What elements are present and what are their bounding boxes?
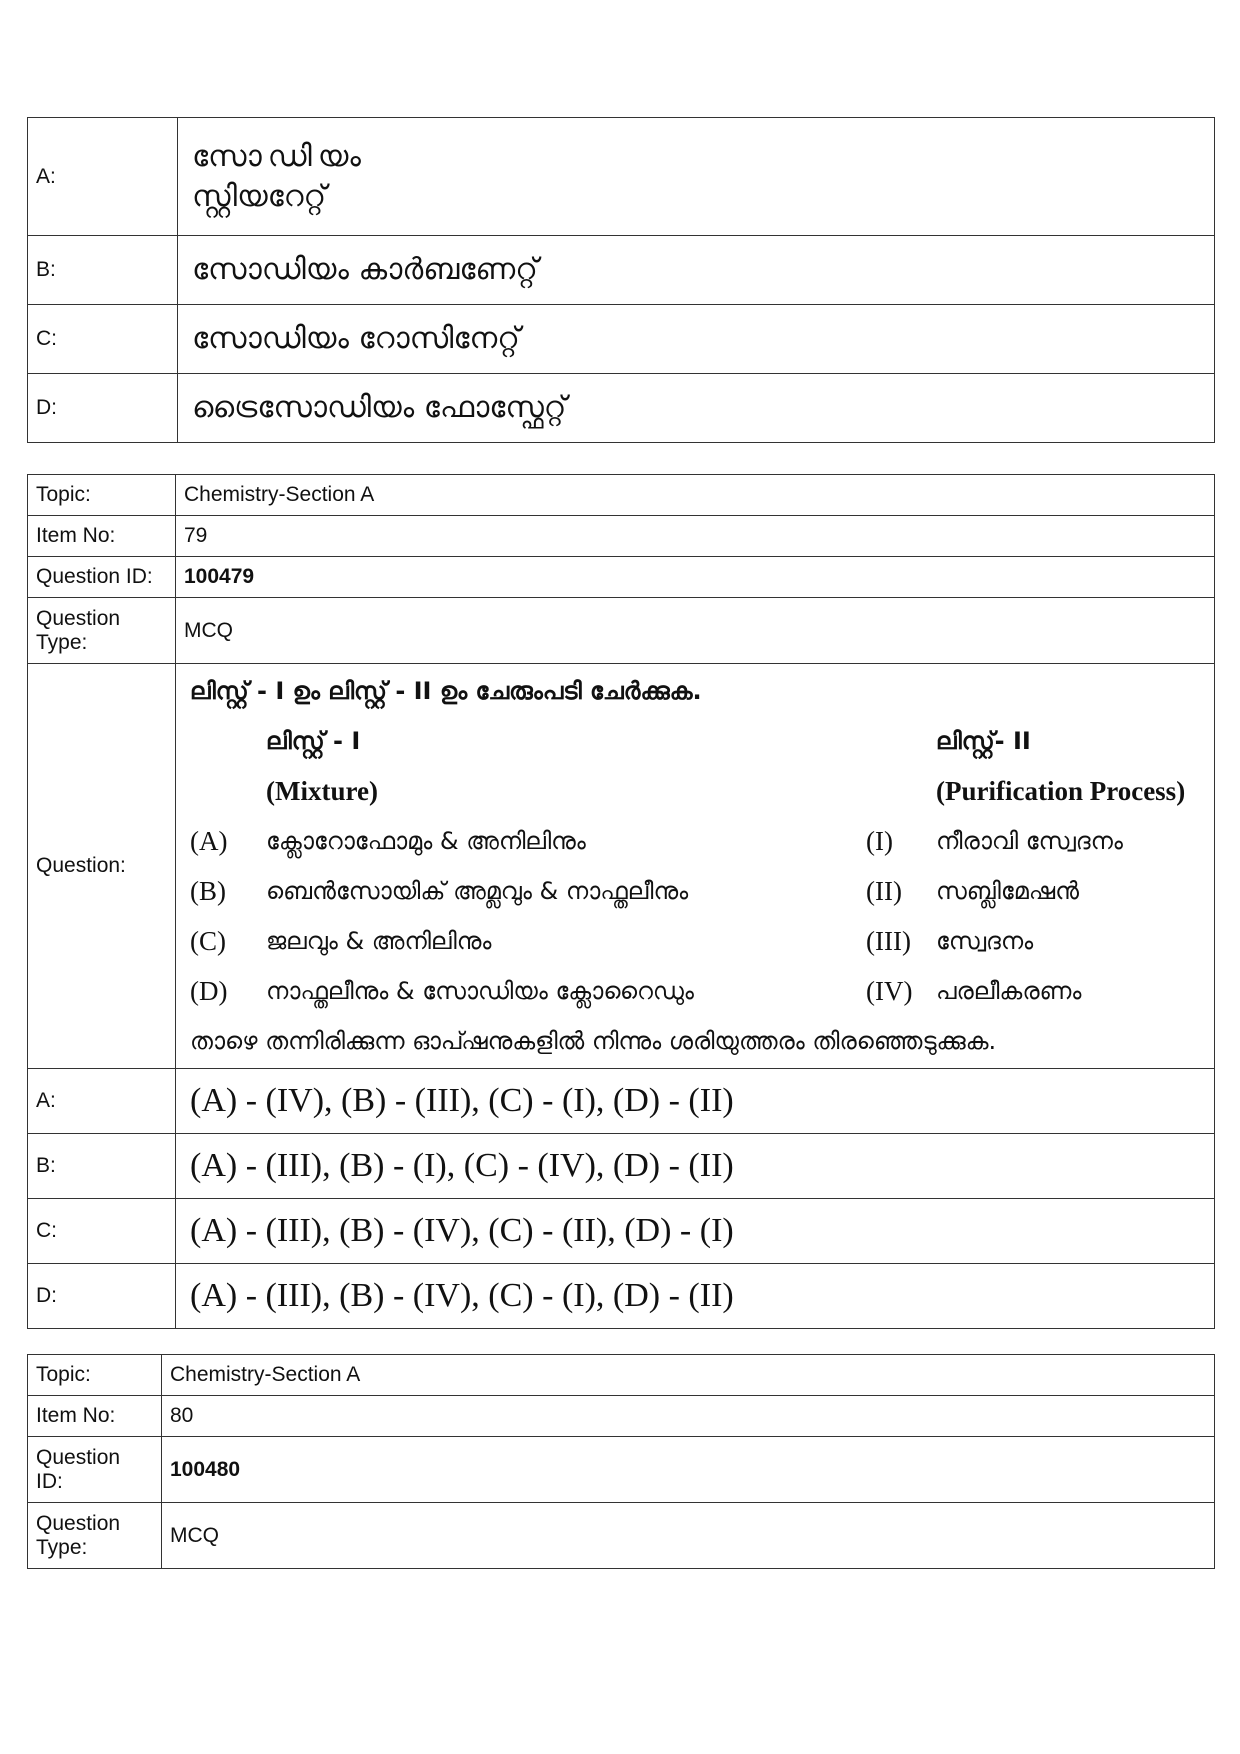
topic-label: Topic: [28, 1355, 162, 1396]
list2-item: സബ്ലിമേഷൻ [936, 877, 1079, 905]
answer-option-row [28, 1134, 1215, 1199]
list1-key: (C) [190, 926, 226, 956]
option-row [28, 305, 1215, 374]
question-label: Question: [28, 664, 176, 1069]
question-80-table [27, 1354, 1215, 1569]
list-row [190, 816, 1206, 866]
answer-option-row [28, 1199, 1215, 1264]
option-text: സോഡിയം കാർബണേറ്റ് [178, 236, 1215, 305]
topic-value: Chemistry-Section A [162, 1355, 1215, 1396]
topic-label: Topic: [28, 475, 176, 516]
list-row [190, 916, 1206, 966]
question-footer: താഴെ തന്നിരിക്കുന്ന ഓപ്ഷനുകളിൽ നിന്നും ശരിയുത്തരം തിരഞ്ഞെടുക്കുക. [190, 1027, 997, 1055]
answer-option-text: (A) - (III), (B) - (IV), (C) - (I), (D) - (II) [176, 1264, 1215, 1329]
item-no-value: 79 [176, 516, 1215, 557]
item-no-label: Item No: [28, 516, 176, 557]
list2-item: സ്വേദനം [936, 927, 1034, 955]
topic-value: Chemistry-Section A [176, 475, 1215, 516]
answer-option-row [28, 1264, 1215, 1329]
answer-option-label: D: [28, 1264, 176, 1329]
option-row [28, 236, 1215, 305]
option-label: D: [28, 374, 178, 443]
list1-item: ജലവും & അനിലിനും [266, 927, 492, 955]
list-subheaders [190, 766, 1206, 816]
option-label: C: [28, 305, 178, 374]
question-79-table [27, 474, 1215, 1329]
answer-option-text: (A) - (III), (B) - (IV), (C) - (II), (D) - (I) [176, 1199, 1215, 1264]
question-id-value: 100479 [176, 557, 1215, 598]
list1-item: ക്ലോറോഫോമും & അനിലിനും [266, 827, 586, 855]
item-no-value: 80 [162, 1396, 1215, 1437]
list2-key: (I) [866, 826, 893, 856]
list2-key: (II) [866, 876, 902, 906]
list1-item: ബെൻസോയിക് അമ്ലവും & നാഫ്തലീനും [266, 877, 689, 905]
answer-option-label: B: [28, 1134, 176, 1199]
list1-key: (D) [190, 976, 228, 1006]
list2-key: (III) [866, 926, 911, 956]
list2-item: നീരാവി സ്വേദനം [936, 827, 1123, 855]
option-row [28, 374, 1215, 443]
question-type-label: Question Type: [28, 598, 176, 664]
question-id-label: Question ID: [28, 1437, 162, 1503]
list1-subtitle: (Mixture) [266, 776, 378, 806]
list2-item: പരലീകരണം [936, 977, 1082, 1005]
option-text-line1: സോഡിയം [192, 138, 367, 174]
option-text: ട്രൈസോഡിയം ഫോസ്ഫേറ്റ് [178, 374, 1215, 443]
option-text: സോഡിയം റോസിനേറ്റ് [178, 305, 1215, 374]
list1-key: (B) [190, 876, 226, 906]
question-body [176, 664, 1215, 1069]
question-id-value: 100480 [162, 1437, 1215, 1503]
option-row [28, 118, 1215, 236]
question-type-value: MCQ [162, 1503, 1215, 1569]
answer-option-label: A: [28, 1069, 176, 1134]
question-id-label: Question ID: [28, 557, 176, 598]
question-type-value: MCQ [176, 598, 1215, 664]
prev-options-table [27, 117, 1215, 443]
option-label: A: [28, 118, 178, 236]
option-text-line2: സ്റ്റിയറേറ്റ് [192, 178, 327, 214]
item-no-label: Item No: [28, 1396, 162, 1437]
answer-option-row [28, 1069, 1215, 1134]
list-headers [190, 716, 1206, 766]
answer-option-text: (A) - (III), (B) - (I), (C) - (IV), (D) - (II) [176, 1134, 1215, 1199]
question-type-label: Question Type: [28, 1503, 162, 1569]
answer-option-label: C: [28, 1199, 176, 1264]
list2-subtitle: (Purification Process) [936, 776, 1186, 806]
question-instruction: ലിസ്റ്റ് - I ഉം ലിസ്റ്റ് - II ഉം ചേരുംപടി ചേർക്കുക. [190, 677, 702, 705]
list-row [190, 866, 1206, 916]
option-text [178, 118, 1215, 236]
list2-key: (IV) [866, 976, 913, 1006]
answer-option-text: (A) - (IV), (B) - (III), (C) - (I), (D) - (II) [176, 1069, 1215, 1134]
list1-title: ലിസ്റ്റ് - I [266, 727, 361, 755]
option-label: B: [28, 236, 178, 305]
list1-item: നാഫ്തലീനും & സോഡിയം ക്ലോറൈഡും [266, 977, 694, 1005]
list1-key: (A) [190, 826, 228, 856]
list2-title: ലിസ്റ്റ്- II [936, 727, 1031, 755]
list-row [190, 966, 1206, 1016]
